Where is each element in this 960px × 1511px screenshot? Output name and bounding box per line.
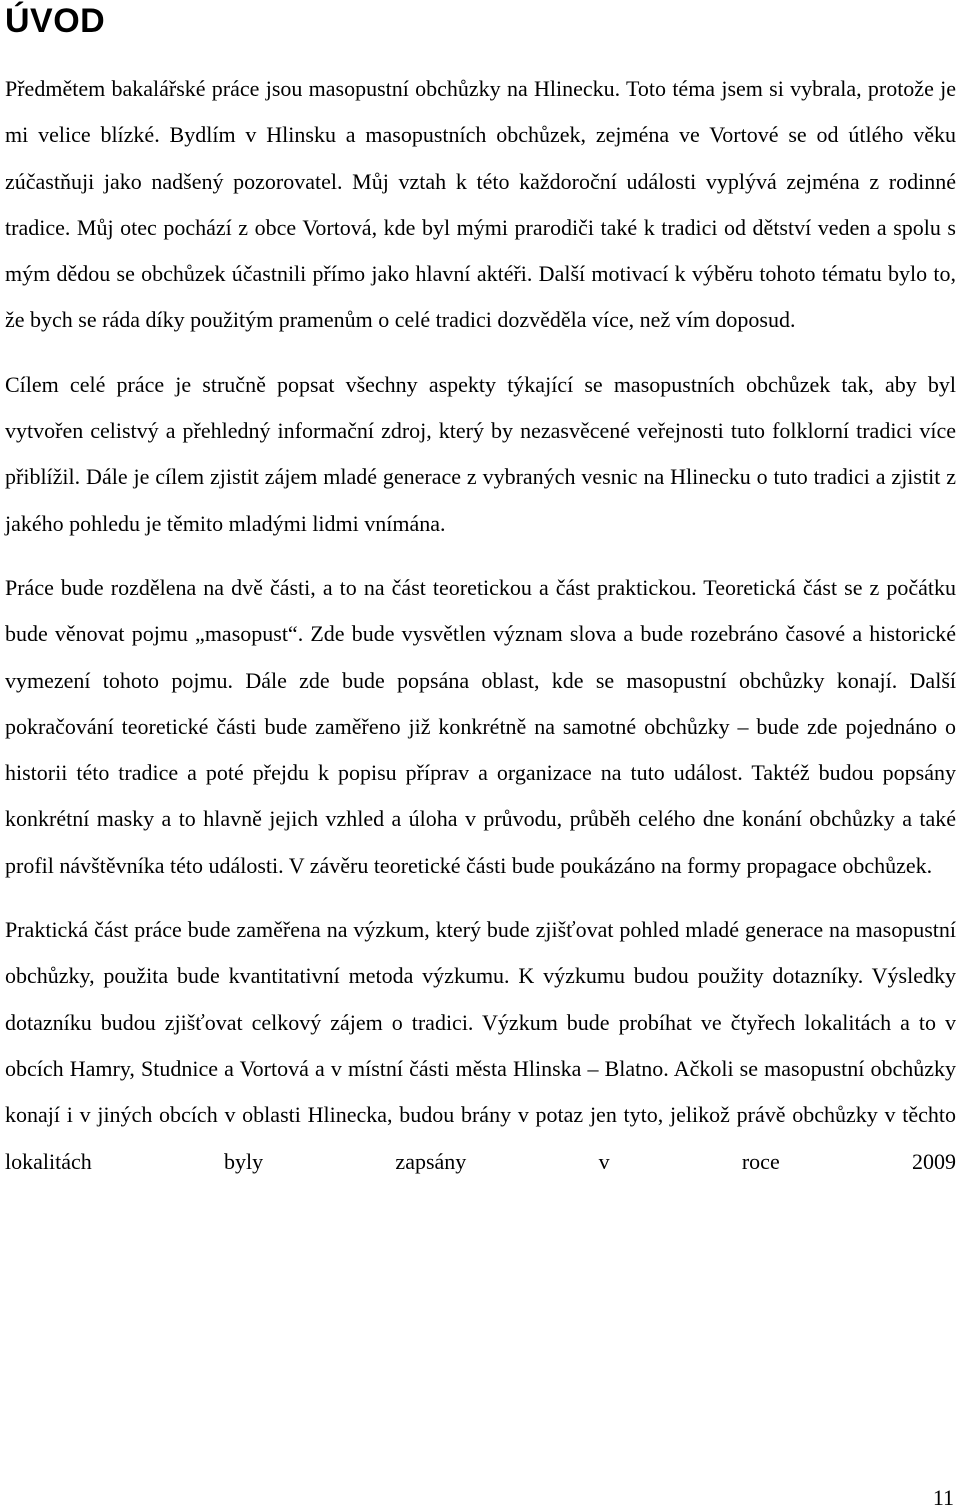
- paragraph-practical-part: Praktická část práce bude zaměřena na výzkum, který bude zjišťovat pohled mladé generace na masopustní obchůzky, použita bude kvantitativní metoda výzkumu. K výzkumu budou použity dotazníky. Výsledky dotazníku budou zjišťovat celkový zájem o tradici. Výzkum bude probíhat ve čtyřech lokalitách a to v obcích Hamry, Studnice a Vortová a v místní části města Hlinska – Blatno. Ačkoli se masopustní obchůzky konají i v jiných obcích v oblasti Hlinecka, budou brány v potaz jen tyto, jelikož právě obchůzky v těchto lokalitách byly zapsány v roce 2009: [5, 917, 956, 1174]
- chapter-title: ÚVOD: [5, 2, 106, 40]
- body-text: [5, 66, 956, 1185]
- paragraph-motivation: Předmětem bakalářské práce jsou masopustní obchůzky na Hlinecku. Toto téma jsem si vybrala, protože je mi velice blízké. Bydlím v Hlinsku a masopustních obchůzek, zejména ve Vortové se od útlého věku zúčastňuji jako nadšený pozorovatel. Můj vztah k této každoroční události vyplývá zejména z rodinné tradice. Můj otec pochází z obce Vortová, kde byl mými prarodiči také k tradici od dětství veden a spolu s mým dědou se obchůzek účastnili přímo jako hlavní aktéři. Další motivací k výběru tohoto tématu bylo to, že bych se ráda díky použitým pramenům o celé tradici dozvěděla více, než vím doposud.: [5, 76, 956, 333]
- paragraph-structure: Práce bude rozdělena na dvě části, a to na část teoretickou a část praktickou. Teoretická část se z počátku bude věnovat pojmu „masopust“. Zde bude vysvětlen význam slova a bude rozebráno časové a historické vymezení tohoto pojmu. Dále zde bude popsána oblast, kde se masopustní obchůzky konají. Další pokračování teoretické části bude zaměřeno již konkrétně na samotné obchůzky – bude zde pojednáno o historii této tradice a poté přejdu k popisu příprav a organizace na tuto událost. Taktéž budou popsány konkrétní masky a to hlavně jejich vzhled a úloha v průvodu, průběh celého dne konání obchůzky a také profil návštěvníka této události. V závěru teoretické části bude poukázáno na formy propagace obchůzek.: [5, 574, 956, 878]
- page-number: 11: [932, 1485, 954, 1510]
- paragraph-goals: Cílem celé práce je stručně popsat všechny aspekty týkající se masopustních obchůzek tak, aby byl vytvořen celistvý a přehledný informační zdroj, který by nezasvěcené veřejnosti tuto folklorní tradici více přiblížil. Dále je cílem zjistit zájem mladé generace z vybraných vesnic na Hlinecku o tuto tradici a zjistit z jakého pohledu je těmito mladými lidmi vnímána.: [5, 371, 956, 536]
